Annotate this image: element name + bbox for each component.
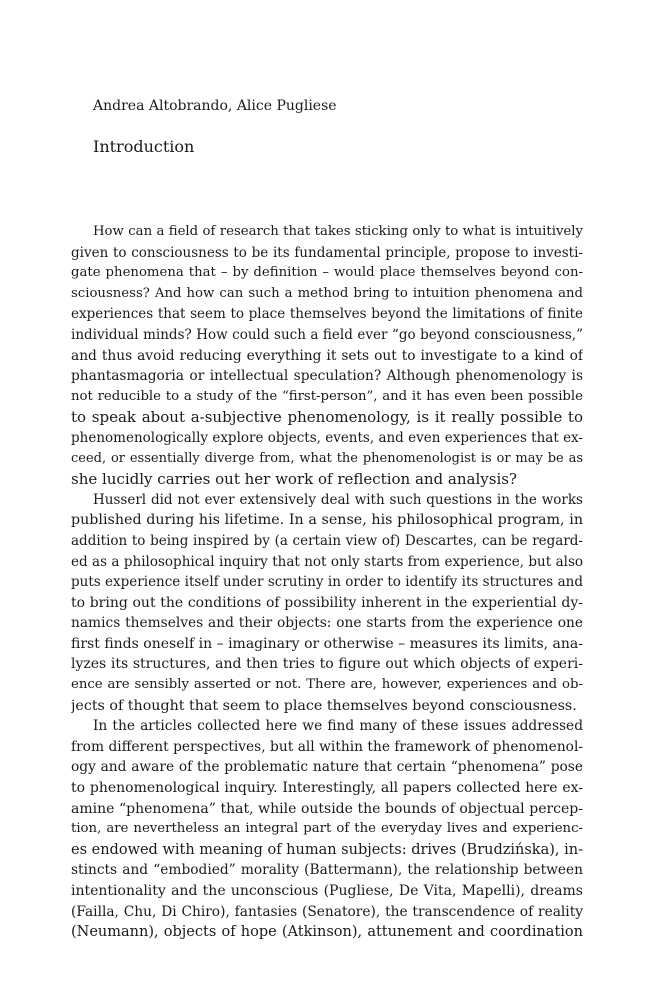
text-line: intentionality and the unconscious (Pugliese, De Vita, Mapelli), dreams [71,883,583,899]
text-line: namics themselves and their objects: one starts from the experience one [71,615,583,632]
text-line: ogy and aware of the problematic nature that certain “phenomena” pose [71,759,583,776]
text-line: amine “phenomena” that, while outside the bounds of objectual percep- [71,800,583,817]
text-line: ed as a philosophical inquiry that not only starts from experience, but also [71,553,583,570]
text-line: she lucidly carries out her work of reflection and analysis? [71,470,517,489]
chapter-title: Introduction [93,137,195,156]
text-line: sciousness? And how can such a method bring to intuition phenomena and [71,285,583,301]
text-line: ceed, or essentially diverge from, what the phenomenologist is or may be as [71,450,583,466]
text-line: lyzes its structures, and then tries to figure out which objects of experi- [71,656,583,673]
text-line: In the articles collected here we find many of these issues addressed [93,718,583,735]
text-line: not reducible to a study of the “first-person”, and it has even been possible [71,388,583,404]
body-text [71,222,583,943]
text-line: to phenomenological inquiry. Interestingly, all papers collected here ex- [71,780,583,797]
text-line: and thus avoid reducing everything it sets out to investigate to a kind of [71,347,583,364]
text-line: first finds oneself in – imaginary or otherwise – measures its limits, ana- [71,635,583,652]
text-line: puts experience itself under scrutiny in order to identify its structures and [71,574,583,591]
text-line: from different perspectives, but all within the framework of phenomenol- [71,738,583,755]
text-line: to bring out the conditions of possibility inherent in the experiential dy- [71,594,583,611]
chapter-authors: Andrea Altobrando, Alice Pugliese [93,98,337,114]
text-line: published during his lifetime. In a sense, his philosophical program, in [71,512,583,529]
text-line: How can a field of research that takes sticking only to what is intuitively [93,224,583,239]
text-line: to speak about a-subjective phenomenology, is it really possible to [71,408,583,427]
text-line: phantasmagoria or intellectual speculation? Although phenomenology is [71,368,583,385]
text-line: addition to being inspired by (a certain view of) Descartes, can be regard- [71,532,583,549]
text-line: Husserl did not ever extensively deal with such questions in the works [93,491,583,508]
text-line: ence are sensibly asserted or not. There are, however, experiences and ob- [71,677,583,693]
text-line: tion, are nevertheless an integral part of the everyday lives and experienc- [71,821,583,837]
text-line: individual minds? How could such a field ever “go beyond consciousness,” [71,326,583,343]
text-line: experiences that seem to place themselves beyond the limitations of finite [71,306,583,323]
text-line: gate phenomena that – by definition – would place themselves beyond con- [71,265,583,281]
text-line: (Failla, Chu, Di Chiro), fantasies (Senatore), the transcendence of reality [71,903,583,920]
text-line: phenomenologically explore objects, events, and even experiences that ex- [71,429,583,446]
text-line: jects of thought that seem to place themselves beyond consciousness. [71,697,577,714]
text-line: (Neumann), objects of hope (Atkinson), attunement and coordination [71,924,583,941]
text-line: es endowed with meaning of human subjects: drives (Brudzińska), in- [71,841,583,858]
text-line: stincts and “embodied” morality (Battermann), the relationship between [71,862,583,879]
text-line: given to consciousness to be its fundamental principle, propose to investi- [71,244,583,261]
